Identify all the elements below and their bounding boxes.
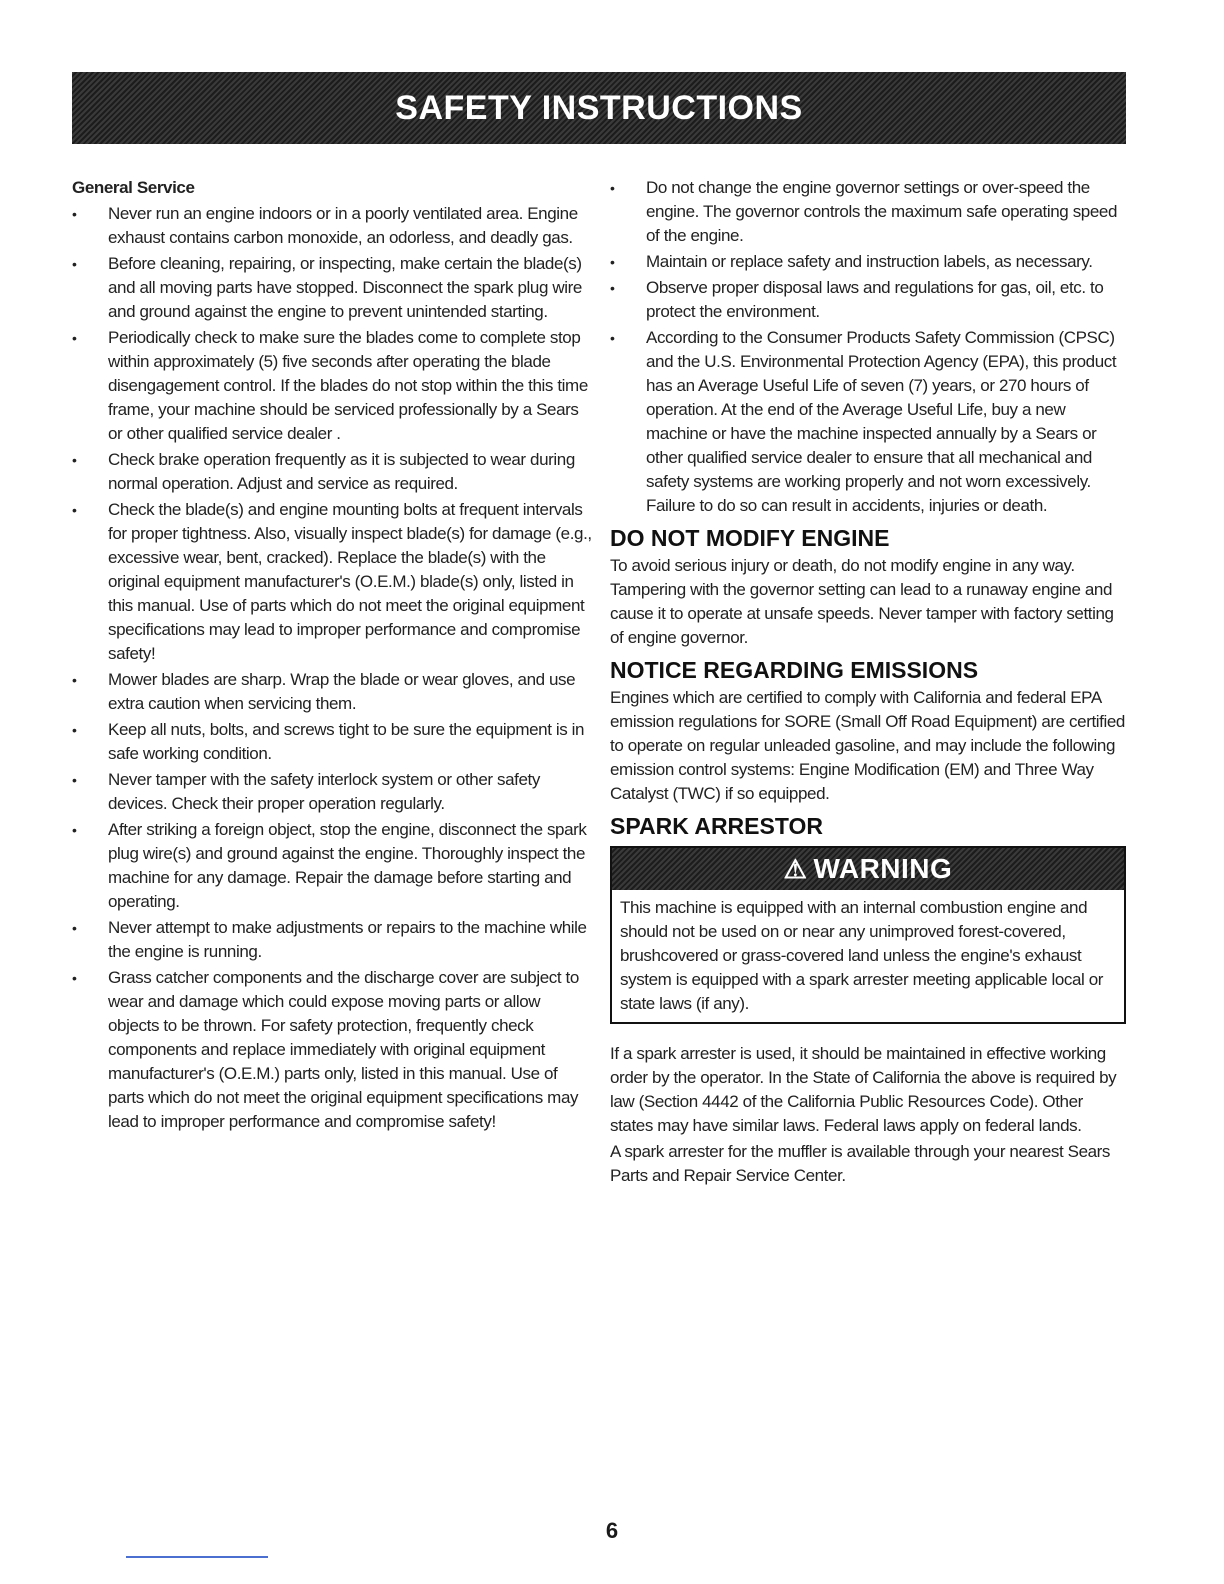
list-item: • After striking a foreign object, stop the engine, disconnect the spark plug wire(s) and ground against the engine. Thoroughly inspect the machine for any damage. Repair the damage before starting and operating. (72, 818, 592, 914)
modify-engine-text: To avoid serious injury or death, do not modify engine in any way. Tampering with the governor setting can lead to a runaway engine and cause it to operate at unsafe speeds. Never tamper with factory setting of engine governor. (610, 556, 1114, 647)
footer-rule (126, 1556, 268, 1558)
list-item: • Do not change the engine governor settings or over-speed the engine. The governor controls the maximum safe operating speed of the engine. (610, 176, 1126, 248)
list-item: • According to the Consumer Products Safety Commission (CPSC) and the U.S. Environmental Protection Agency (EPA), this product has an Average Useful Life of seven (7) years, or 270 hours of operation. At the end of the Average Useful Life, buy a new machine or have the machine inspected annually by a Sears or other qualified service dealer to ensure that all mechanical and safety systems are working properly and not worn excessively. Failure to do so can result in accidents, injuries or death. (610, 326, 1126, 518)
spark-arrestor-heading: SPARK ARRESTOR (610, 813, 823, 839)
list-item: • Mower blades are sharp. Wrap the blade or wear gloves, and use extra caution when servicing them. (72, 668, 592, 716)
warning-header (612, 848, 1124, 890)
right-column (610, 176, 1126, 1190)
list-item: • Check the blade(s) and engine mounting bolts at frequent intervals for proper tightness. Also, visually inspect blade(s) for damage (e.g., excessive wear, bent, cracked). Replace the blade(s) with the original equipment manufacturer's (O.E.M.) blade(s) only, listed in this manual. Use of parts which do not meet the original equipment specifications may lead to improper performance and compromise safety! (72, 498, 592, 666)
list-item: • Before cleaning, repairing, or inspecting, make certain the blade(s) and all moving parts have stopped. Disconnect the spark plug wire and ground against the engine to prevent unintended starting. (72, 252, 592, 324)
list-item: • Never attempt to make adjustments or repairs to the machine while the engine is running. (72, 916, 592, 964)
list-item: • Observe proper disposal laws and regulations for gas, oil, etc. to protect the environment. (610, 276, 1126, 324)
warning-triangle-icon: ⚠ (783, 854, 808, 884)
list-item: • Maintain or replace safety and instruction labels, as necessary. (610, 250, 1126, 274)
service-continued-list (610, 176, 1126, 518)
modify-engine-heading: DO NOT MODIFY ENGINE (610, 525, 890, 551)
general-service-list (72, 202, 592, 1134)
spark-arrester-availability: A spark arrester for the muffler is available through your nearest Sears Parts and Repair Service Center. (610, 1142, 1111, 1185)
emissions-text: Engines which are certified to comply with California and federal EPA emission regulations for SORE (Small Off Road Equipment) are certified to operate on regular unleaded gasoline, and may include the following emission control systems: Engine Modification (EM) and Three Way Catalyst (TWC) if so equipped. (610, 688, 1125, 803)
list-item: • Never tamper with the safety interlock system or other safety devices. Check their proper operation regularly. (72, 768, 592, 816)
list-item: • Periodically check to make sure the blades come to complete stop within approximately (5) five seconds after operating the blade disengagement control. If the blades do not stop within the this time frame, your machine should be serviced professionally by a Sears or other qualified service dealer . (72, 326, 592, 446)
list-item: • Grass catcher components and the discharge cover are subject to wear and damage which could expose moving parts or allow objects to be thrown. For safety protection, frequently check components and replace immediately with original equipment manufacturer's (O.E.M.) parts only, listed in this manual. Use of parts which do not meet the original equipment specifications may lead to improper performance and compromise safety! (72, 966, 592, 1134)
banner-title: SAFETY INSTRUCTIONS (395, 88, 803, 127)
warning-title: WARNING (813, 853, 953, 884)
section-banner (72, 72, 1126, 144)
list-item: • Check brake operation frequently as it is subjected to wear during normal operation. Adjust and service as required. (72, 448, 592, 496)
warning-box (610, 846, 1126, 1024)
general-service-heading: General Service (72, 178, 195, 197)
spark-arrester-text: If a spark arrester is used, it should be maintained in effective working order by the operator. In the State of California the above is required by law (Section 4442 of the California Public Resources Code). Other states may have similar laws. Federal laws apply on federal lands. (610, 1044, 1117, 1135)
left-column (72, 176, 592, 1136)
list-item: • Never run an engine indoors or in a poorly ventilated area. Engine exhaust contains carbon monoxide, an odorless, and deadly gas. (72, 202, 592, 250)
emissions-heading: NOTICE REGARDING EMISSIONS (610, 657, 979, 683)
page-number: 6 (605, 1518, 619, 1543)
list-item: • Keep all nuts, bolts, and screws tight to be sure the equipment is in safe working condition. (72, 718, 592, 766)
warning-text: This machine is equipped with an internal combustion engine and should not be used on or near any unimproved forest-covered, brushcovered or grass-covered land unless the engine's exhaust system is equipped with a spark arrester meeting applicable local or state laws (if any). (620, 898, 1104, 1013)
